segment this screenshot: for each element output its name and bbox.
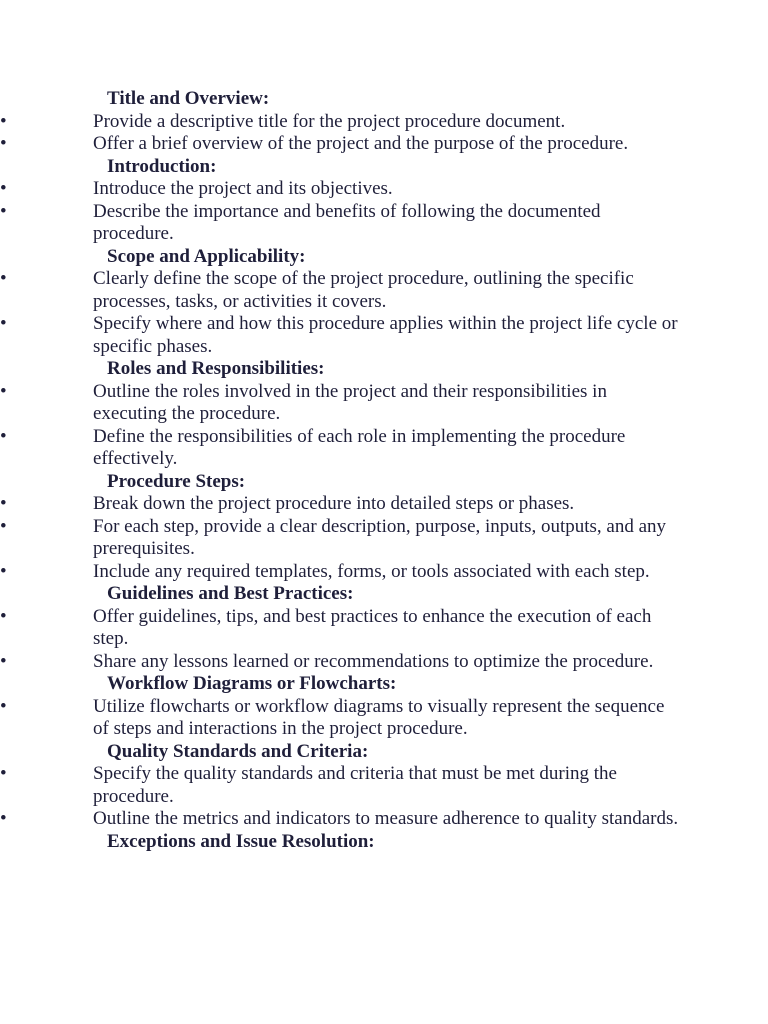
list-item (0, 516, 768, 561)
list-item (0, 493, 768, 516)
bullet-icon: • (0, 425, 7, 447)
section-heading: Quality Standards and Criteria: (107, 740, 369, 762)
bullet-icon: • (0, 605, 7, 627)
bullet-icon: • (0, 515, 7, 537)
list-item (0, 381, 768, 426)
list-item (0, 111, 768, 134)
list-item (0, 763, 768, 808)
list-item-text: Utilize flowcharts or workflow diagrams to visually represent the sequence of steps and interactions in the project procedure. (93, 695, 665, 739)
section-heading: Roles and Responsibilities: (107, 358, 325, 379)
list-item (0, 426, 768, 471)
section-heading: Workflow Diagrams or Flowcharts: (107, 673, 397, 694)
list-item (0, 313, 768, 358)
section-heading: Procedure Steps: (107, 470, 246, 492)
list-item (0, 133, 768, 156)
bullet-icon: • (0, 650, 7, 672)
list-item (0, 696, 768, 741)
document-body (0, 88, 768, 853)
list-item (0, 268, 768, 313)
bullet-icon: • (0, 200, 7, 222)
section-heading: Introduction: (107, 155, 217, 177)
list-item-text: Offer guidelines, tips, and best practices to enhance the execution of each step. (93, 605, 652, 649)
bullet-icon: • (0, 380, 7, 402)
section-heading: Guidelines and Best Practices: (107, 583, 354, 604)
list-item-text: Specify the quality standards and criteria that must be met during the procedure. (93, 763, 617, 807)
bullet-icon: • (0, 493, 7, 514)
list-item (0, 808, 768, 831)
bullet-icon: • (0, 808, 7, 829)
list-item-text: Outline the metrics and indicators to measure adherence to quality standards. (93, 808, 679, 829)
list-item-text: Break down the project procedure into detailed steps or phases. (93, 493, 575, 514)
bullet-icon: • (0, 763, 7, 784)
bullet-icon: • (0, 695, 7, 717)
list-item-text: Specify where and how this procedure applies within the project life cycle or specific phases. (93, 313, 678, 357)
section-heading: Scope and Applicability: (107, 245, 306, 267)
list-item-text: Define the responsibilities of each role in implementing the procedure effectively. (93, 425, 626, 469)
list-item (0, 651, 768, 674)
bullet-icon: • (0, 268, 7, 289)
list-item-text: Introduce the project and its objectives. (93, 178, 393, 199)
list-item-text: Outline the roles involved in the project and their responsibilities in executing the procedure. (93, 380, 607, 424)
list-item-text: Include any required templates, forms, or tools associated with each step. (93, 560, 650, 582)
list-item (0, 178, 768, 201)
bullet-icon: • (0, 178, 7, 199)
bullet-icon: • (0, 133, 7, 154)
bullet-icon: • (0, 313, 7, 334)
list-item-text: For each step, provide a clear description, purpose, inputs, outputs, and any prerequisites. (93, 515, 667, 559)
list-item (0, 561, 768, 584)
list-item-text: Describe the importance and benefits of following the documented procedure. (93, 200, 601, 244)
list-item-text: Offer a brief overview of the project and the purpose of the procedure. (93, 133, 629, 154)
section-heading: Exceptions and Issue Resolution: (107, 830, 375, 852)
list-item (0, 201, 768, 246)
bullet-icon: • (0, 560, 7, 582)
list-item-text: Clearly define the scope of the project procedure, outlining the specific processes, tasks, or activities it covers. (93, 268, 634, 312)
section-heading: Title and Overview: (107, 88, 270, 109)
list-item-text: Provide a descriptive title for the project procedure document. (93, 110, 566, 132)
list-item (0, 606, 768, 651)
bullet-icon: • (0, 110, 7, 132)
list-item-text: Share any lessons learned or recommendations to optimize the procedure. (93, 650, 654, 672)
